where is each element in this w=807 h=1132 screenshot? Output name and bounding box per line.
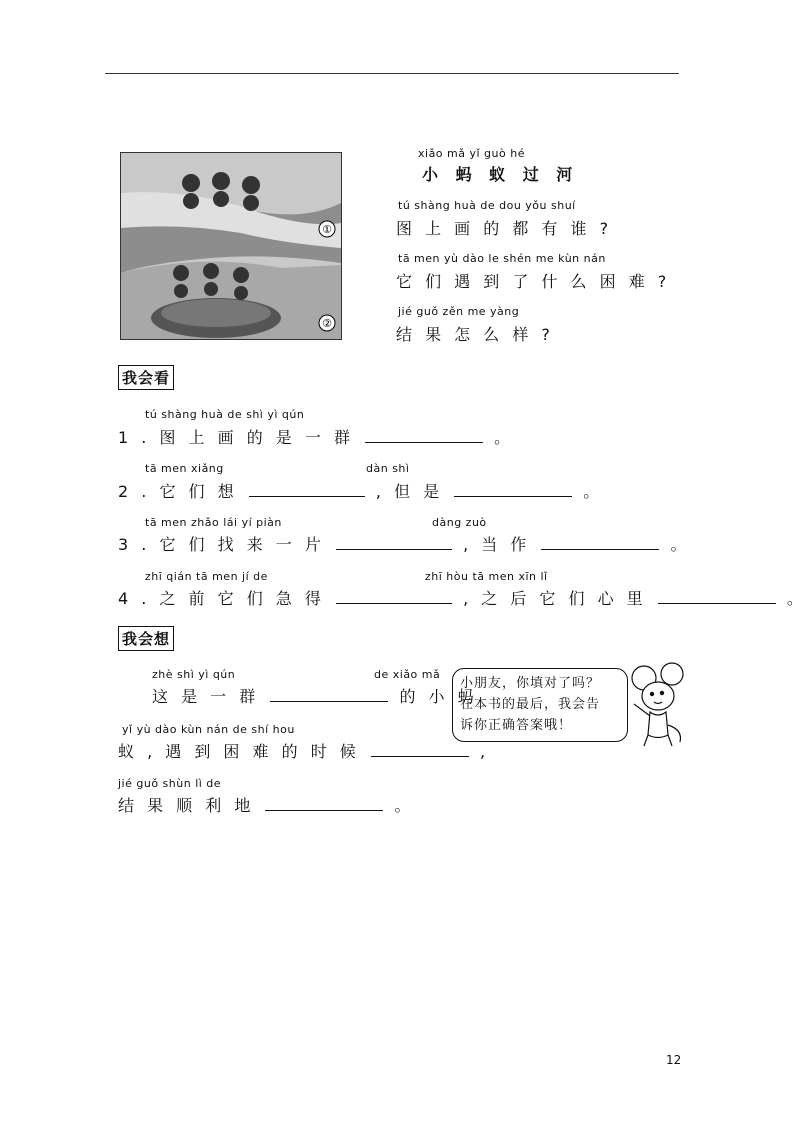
answer-blank[interactable]: [336, 548, 452, 550]
question-2: 它 们 遇 到 了 什 么 困 难 ?: [396, 272, 671, 291]
look-item-2-text: 2 . 它 们 想: [118, 482, 238, 501]
look-item-2-text-b: , 但 是: [375, 482, 444, 501]
think-line-1-pinyin: zhè shì yì qún: [152, 668, 236, 681]
section-heading-look: 我会看: [118, 365, 174, 390]
answer-blank[interactable]: [270, 700, 388, 702]
question-2-pinyin: tā men yù dào le shén me kùn nán: [398, 252, 606, 265]
panel-label-1: ①: [322, 223, 332, 236]
answer-blank[interactable]: [365, 441, 483, 443]
look-item-2-pinyin: tā men xiǎng: [145, 462, 224, 475]
story-illustration: [120, 152, 342, 340]
answer-blank[interactable]: [658, 602, 776, 604]
look-item-1-pinyin: tú shàng huà de shì yì qún: [145, 408, 305, 421]
answer-blank[interactable]: [336, 602, 452, 604]
look-item-4: [118, 586, 807, 609]
answer-blank[interactable]: [541, 548, 659, 550]
think-line-1-text: 这 是 一 群: [152, 687, 260, 706]
look-item-1: [118, 425, 514, 448]
look-item-3-pinyin: tā men zhǎo lái yí piàn: [145, 516, 282, 529]
look-item-1-text: 1 . 图 上 画 的 是 一 群: [118, 428, 354, 447]
ants-crossing-river-image: [121, 153, 341, 339]
think-line-3-end: 。: [394, 796, 415, 815]
story-title: 小 蚂 蚁 过 河: [422, 165, 579, 184]
think-line-3-text: 结 果 顺 利 地: [118, 796, 255, 815]
answer-blank[interactable]: [371, 755, 469, 757]
think-line-2: [118, 739, 489, 762]
think-line-1-pinyin-b: de xiǎo mǎ: [374, 668, 441, 681]
bubble-line-2: 在本书的最后，我会告: [460, 697, 601, 712]
answer-blank[interactable]: [249, 495, 365, 497]
look-item-2-end: 。: [583, 482, 604, 501]
think-line-3-pinyin: jié guǒ shùn lì de: [118, 777, 222, 790]
look-item-3-text-b: , 当 作: [463, 535, 531, 554]
answer-blank[interactable]: [454, 495, 572, 497]
question-1-pinyin: tú shàng huà de dou yǒu shuí: [398, 199, 576, 212]
think-line-1: [152, 684, 478, 707]
look-item-3-pinyin-b: dàng zuò: [432, 516, 487, 529]
look-item-4-end: 。: [786, 589, 807, 608]
panel-label-2: ②: [322, 317, 332, 330]
think-line-2-text: 蚁 , 遇 到 困 难 的 时 候: [118, 742, 360, 761]
look-item-2: [118, 479, 603, 502]
think-line-2-end: ,: [479, 742, 490, 761]
look-item-3: [118, 532, 691, 555]
look-item-2-pinyin-b: dàn shì: [366, 462, 410, 475]
think-line-2-pinyin: yǐ yù dào kùn nán de shí hou: [122, 723, 295, 736]
mouse-mascot-icon: [628, 660, 688, 750]
look-item-3-text: 3 . 它 们 找 来 一 片: [118, 535, 325, 554]
bubble-line-1: 小朋友，你填对了吗？: [460, 676, 601, 691]
think-line-3: [118, 793, 415, 816]
speech-bubble: [452, 668, 628, 742]
title-pinyin: xiǎo mǎ yǐ guò hé: [418, 147, 525, 160]
look-item-1-end: 。: [494, 428, 515, 447]
answer-blank[interactable]: [265, 809, 383, 811]
question-3: 结 果 怎 么 样 ?: [396, 325, 554, 344]
look-item-4-pinyin: zhī qián tā men jí de: [145, 570, 268, 583]
look-item-4-text: 4 . 之 前 它 们 急 得: [118, 589, 325, 608]
page-number: 12: [666, 1053, 682, 1067]
question-3-pinyin: jié guǒ zěn me yàng: [398, 305, 520, 318]
look-item-4-text-b: , 之 后 它 们 心 里: [463, 589, 647, 608]
look-item-4-pinyin-b: zhī hòu tā men xīn lǐ: [425, 570, 548, 583]
bubble-line-3: 诉你正确答案哦！: [460, 718, 573, 733]
section-heading-think: 我会想: [118, 626, 174, 651]
look-item-3-end: 。: [670, 535, 691, 554]
think-line-1-text-b: 的 小 蚂: [399, 687, 478, 706]
top-rule: [105, 73, 679, 74]
question-1: 图 上 画 的 都 有 谁 ?: [396, 219, 613, 238]
